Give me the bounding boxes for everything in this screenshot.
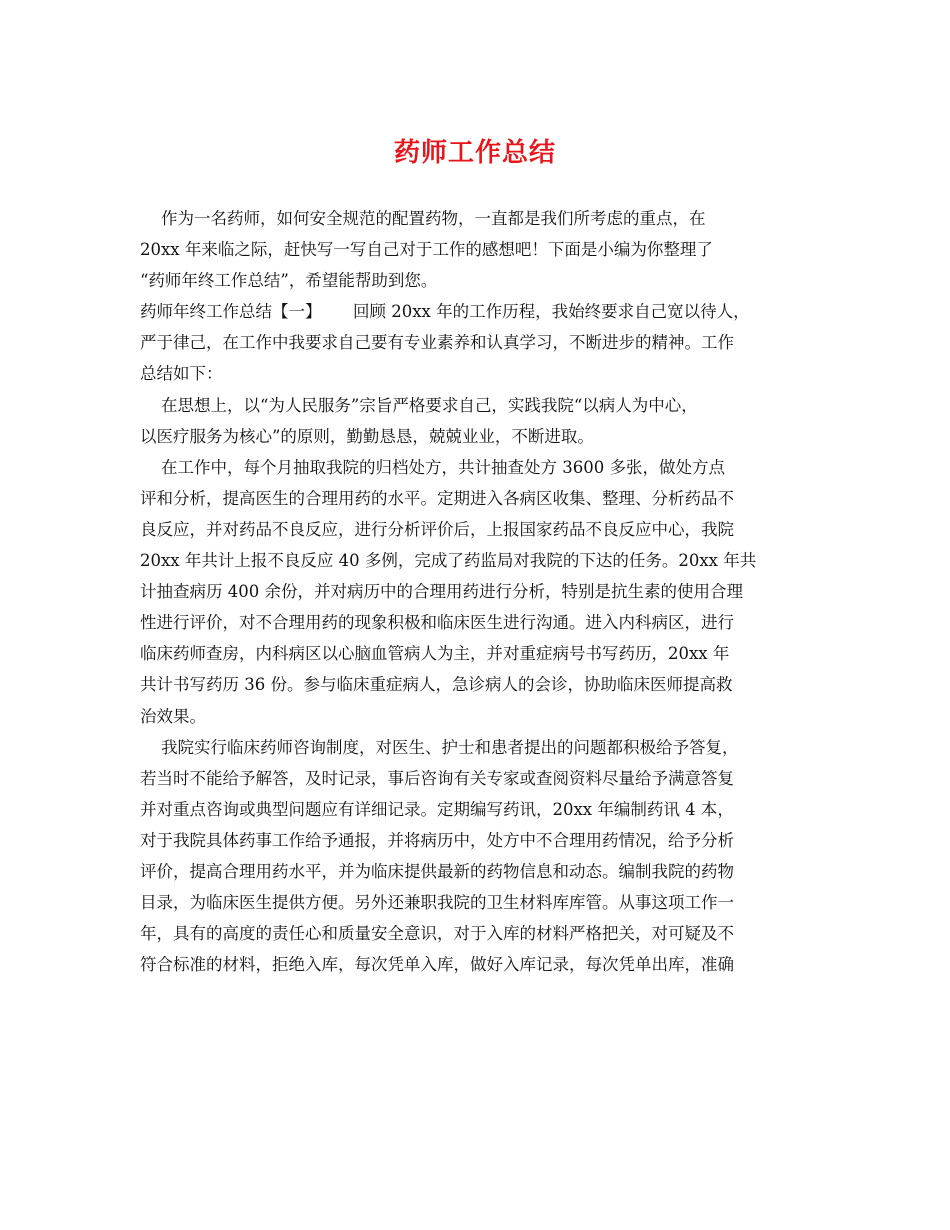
- body-line: 治效果。: [140, 706, 206, 726]
- body-line: 在思想上，以“为人民服务”宗旨严格要求自己，实践我院“以病人为中心，: [140, 395, 698, 415]
- body-line: 性进行评价，对不合理用药的现象积极和临床医生进行沟通。进入内科病区，进行: [140, 613, 734, 633]
- body-line: 作为一名药师，如何安全规范的配置药物，一直都是我们所考虑的重点，在: [140, 209, 706, 228]
- body-line: 共计书写药历 36 份。参与临床重症病人，急诊病人的会诊，协助临床医师提高救: [140, 675, 733, 695]
- body-line: “药师年终工作总结”，希望能帮助到您。: [140, 271, 438, 291]
- body-line: 在工作中，每个月抽取我院的归档处方，共计抽查处方 3600 多张，做处方点: [140, 457, 725, 477]
- body-line: 目录，为临床医生提供方便。另外还兼职我院的卫生材料库库管。从事这项工作一: [140, 893, 734, 913]
- body-line: 药师年终工作总结【一】 回顾 20xx 年的工作历程，我始终要求自己宽以待人，: [140, 302, 750, 322]
- body-line: 若当时不能给予解答，及时记录，事后咨询有关专家或查阅资料尽量给予满意答复: [140, 768, 734, 788]
- document-title: 药师工作总结: [393, 138, 556, 168]
- body-line: 并对重点咨询或典型问题应有详细记录。定期编写药讯，20xx 年编制药讯 4 本，: [140, 799, 734, 819]
- body-line: 严于律己，在工作中我要求自己要有专业素养和认真学习，不断进步的精神。工作: [140, 333, 734, 353]
- body-line: 以医疗服务为核心”的原则，勤勤恳恳，兢兢业业，不断进取。: [140, 426, 594, 446]
- body-line: 总结如下：: [140, 364, 223, 384]
- body-line: 良反应，并对药品不良反应，进行分析评价后，上报国家药品不良反应中心，我院: [140, 519, 734, 539]
- body-line: 20xx 年共计上报不良反应 40 多例，完成了药监局对我院的下达的任务。20xx 年共: [140, 551, 757, 571]
- body-line: 我院实行临床药师咨询制度，对医生、护士和患者提出的问题都积极给予答复，: [140, 737, 739, 757]
- body-line: 符合标准的材料，拒绝入库，每次凭单入库，做好入库记录，每次凭单出库，准确: [140, 955, 734, 975]
- body-line: 评价，提高合理用药水平，并为临床提供最新的药物信息和动态。编制我院的药物: [140, 861, 734, 881]
- body-line: 计抽查病历 400 余份，并对病历中的合理用药进行分析，特别是抗生素的使用合理: [140, 582, 743, 602]
- body-line: 临床药师查房，内科病区以心脑血管病人为主，并对重症病号书写药历，20xx 年: [140, 644, 730, 664]
- body-line: 评和分析，提高医生的合理用药的水平。定期进入各病区收集、整理、分析药品不: [140, 488, 734, 508]
- body-line: 对于我院具体药事工作给予通报，并将病历中，处方中不合理用药情况，给予分析: [140, 830, 734, 850]
- body-line: 20xx 年来临之际，赶快写一写自己对于工作的感想吧！下面是小编为你整理了: [140, 240, 713, 260]
- document-body: [140, 203, 830, 980]
- body-line: 年，具有的高度的责任心和质量安全意识，对于入库的材料严格把关，对可疑及不: [140, 924, 734, 944]
